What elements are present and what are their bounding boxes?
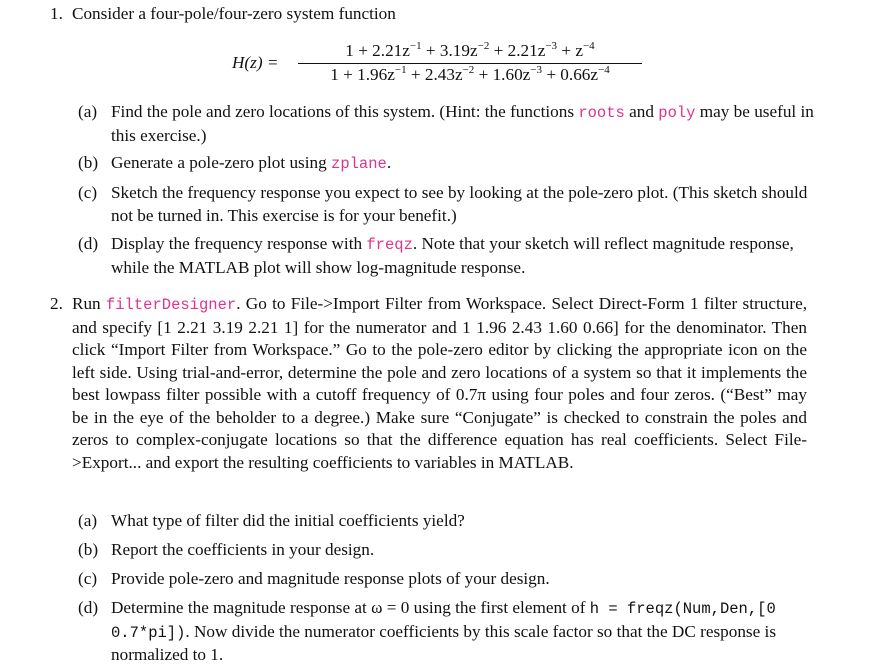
problem-1b [78,152,818,176]
code-freqz: freqz [366,236,413,254]
part-text: Determine the magnitude response at ω = 0 using the first element of h = freqz(Num,Den,[0 0.7*pi]). Now divide the numerator coefficients by this scale factor so that the DC response is normalized to 1. [111,598,777,664]
code-filterdesigner: filterDesigner [105,296,237,314]
problem-number: 1. [50,4,63,23]
part-label: (b) [78,153,99,172]
code-zplane: zplane [331,155,387,173]
equation-lhs: H(z) = [232,53,279,72]
part-text: What type of filter did the initial coefficients yield? [111,511,465,530]
equation-denominator: $1 + 1.96z^{-1} + 2.43z^{-2} + 1.60z^{-3} + 0.66z^{-4}$ [298,63,642,87]
equation-numerator: $1 + 2.21z^{-1} + 3.19z^{-2} + 2.21z^{-3} + z^{-4}$ [345,40,595,60]
part-text: Report the coefficients in your design. [111,540,375,559]
part-label: (d) [78,598,99,617]
problem-1 [50,3,810,26]
part-text: Display the frequency response with freqz. Note that your sketch will reflect magnitude response, while the MATLAB plot will show log-magnitude response. [111,234,794,277]
part-label: (d) [78,234,99,253]
problem-1-intro: Consider a four-pole/four-zero system function [72,4,396,23]
part-text: Find the pole and zero locations of this system. (Hint: the functions roots and poly may be useful in this exercise.) [111,102,814,145]
equation-fraction [298,40,642,86]
part-label: (c) [78,569,98,588]
problem-2d [78,597,818,667]
part-text: Provide pole-zero and magnitude response plots of your design. [111,569,550,588]
code-roots: roots [578,104,625,122]
part-text: Generate a pole-zero plot using zplane. [111,153,392,173]
part-label: (b) [78,540,99,559]
part-label: (c) [78,183,98,202]
problem-1c [78,182,818,227]
problem-1d [78,233,818,279]
problem-2a [78,510,818,533]
problem-1a [78,101,818,147]
part-label: (a) [78,511,98,530]
code-poly: poly [658,104,696,122]
problem-2-text: Run filterDesigner. Go to File->Import Filter from Workspace. Select Direct-Form 1 filter structure, and specify [1 2.21 3.19 2.21 1] for the numerator and 1 1.96 2.43 1.60 0.66] for the denominator. Then click “Import Filter from Workspace.” Go to the pole-zero editor by clicking the appropriate icon on the left side. Using trial-and-error, determine the pole and zero locations of a system so that it implements the best lowpass filter possible with a cutoff frequency of 0.7π using four poles and four zeros. (“Best” may be in the eye of the beholder to a degree.) Make sure “Conjugate” is checked to constrain the poles and zeros to complex-conjugate locations so that the difference equation has real coefficients. Select File->Export... and export the resulting coefficients to variables in MATLAB. [72,294,807,472]
problem-2c [78,568,818,591]
problem-2 [50,293,807,474]
system-function-equation [232,40,652,90]
part-text: Sketch the frequency response you expect to see by looking at the pole-zero plot. (This sketch should not be turned in. This exercise is for your benefit.) [111,183,808,225]
code-freqz-call: h = freqz(Num,Den,[0 0.7*pi]) [111,600,776,642]
problem-2b [78,539,818,562]
part-label: (a) [78,102,98,121]
problem-number: 2. [50,294,63,313]
